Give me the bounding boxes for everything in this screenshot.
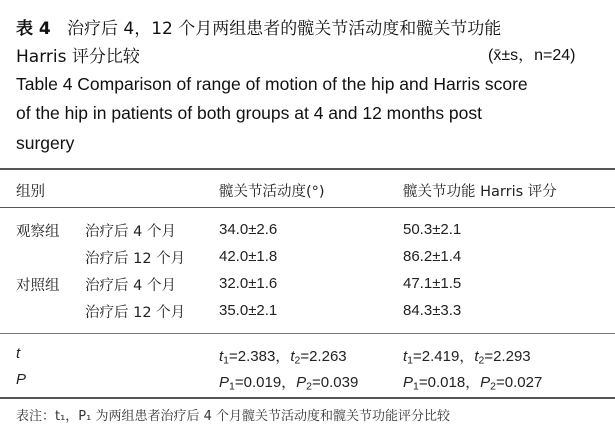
row-time: 治疗后 12 个月: [85, 305, 186, 321]
table-footnote: 表注：t₁，P₁ 为两组患者治疗后 4 个月髋关节活动度和髋关节功能评分比较: [16, 409, 451, 424]
row-harris: 47.1±1.5: [403, 275, 462, 292]
table-stats-rule: [0, 333, 615, 334]
title-cn-text: 治疗后 4，12 个月两组患者的髋关节活动度和髋关节功能: [66, 19, 502, 39]
header-rom: 髋关节活动度(°): [219, 184, 325, 200]
p-rom-values: $P_1=0.019$，$P_2=0.039$: [219, 374, 359, 393]
row-time: 治疗后 4 个月: [85, 278, 176, 294]
table-bottom-rule: [0, 397, 615, 399]
row-group: 对照组: [16, 278, 60, 294]
table-top-rule: [0, 168, 615, 170]
p-label: P: [16, 371, 27, 388]
table-title-cn-line2: Harris 评分比较: [16, 47, 140, 67]
row-time: 治疗后 4 个月: [85, 224, 176, 240]
t-label: t: [16, 345, 21, 362]
row-rom: 42.0±1.8: [219, 248, 278, 265]
row-group: 观察组: [16, 224, 60, 240]
table-title-cn-line1: [16, 14, 501, 39]
t-harris-values: $t_1=2.419$，$t_2=2.293$: [403, 348, 531, 367]
row-rom: 32.0±1.6: [219, 275, 278, 292]
table-title-en-line3: surgery: [16, 133, 75, 153]
row-rom: 34.0±2.6: [219, 221, 278, 238]
header-harris: 髋关节功能 Harris 评分: [403, 184, 557, 200]
row-harris: 84.3±3.3: [403, 302, 462, 319]
table-number: 表 4: [16, 19, 51, 39]
t-rom-values: $t_1=2.383$，$t_2=2.263$: [219, 348, 347, 367]
p-harris-values: $P_1=0.018$，$P_2=0.027$: [403, 374, 543, 393]
table-header-rule: [0, 207, 615, 208]
row-harris: 50.3±2.1: [403, 221, 462, 238]
stat-note: (x̄±s，n=24): [488, 47, 576, 64]
table-title-en-line2: of the hip in patients of both groups at 4 and 12 months post: [16, 103, 483, 123]
row-time: 治疗后 12 个月: [85, 251, 186, 267]
header-group: 组别: [16, 184, 45, 200]
row-rom: 35.0±2.1: [219, 302, 278, 319]
row-harris: 86.2±1.4: [403, 248, 462, 265]
table-title-en-line1: Table 4 Comparison of range of motion of the hip and Harris score: [16, 74, 528, 94]
